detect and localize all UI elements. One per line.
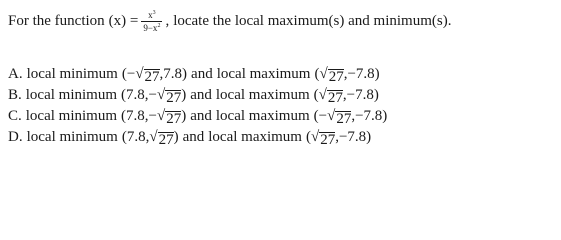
max-label: local maximum [215, 108, 310, 124]
option-letter: A. [8, 66, 23, 82]
sqrt-expression [157, 85, 181, 106]
option-letter: D. [8, 129, 23, 145]
min-label: local minimum [25, 87, 118, 103]
max-label: local maximum [208, 129, 302, 145]
numerator-base: x [148, 9, 153, 20]
sqrt-expression [311, 127, 335, 148]
option-c[interactable] [8, 106, 387, 127]
and-word: and [191, 66, 213, 82]
question-text [8, 6, 451, 36]
radicand: 27 [144, 69, 160, 85]
option-letter: C. [8, 108, 22, 124]
sqrt-icon: √ [327, 108, 336, 124]
max-open: ( [314, 66, 320, 82]
radicand: 27 [327, 90, 343, 106]
min-close: ,7.8) [159, 66, 188, 82]
min-open: (7.8,− [121, 87, 157, 103]
question-prefix: For the function [8, 13, 105, 29]
radicand: 27 [320, 132, 336, 148]
option-a[interactable] [8, 64, 387, 85]
sqrt-expression [319, 64, 343, 85]
sqrt-expression [149, 127, 173, 148]
max-close: ,−7.8) [343, 66, 380, 82]
function-fraction [141, 10, 162, 33]
option-d[interactable] [8, 127, 387, 148]
min-close: ) [173, 129, 179, 145]
radicand: 27 [336, 111, 352, 127]
min-close: ) [181, 108, 187, 124]
max-close: ,−7.8) [342, 87, 379, 103]
sqrt-icon: √ [318, 87, 327, 103]
option-letter: B. [8, 87, 22, 103]
min-open: (7.8, [121, 129, 150, 145]
sqrt-expression [157, 106, 181, 127]
max-open: (− [313, 108, 328, 124]
sqrt-icon: √ [156, 87, 166, 103]
and-word: and [182, 129, 205, 145]
radicand: 27 [158, 132, 174, 148]
sqrt-expression [135, 64, 159, 85]
max-open: ( [313, 87, 319, 103]
sqrt-expression [319, 85, 343, 106]
sqrt-icon: √ [156, 108, 166, 124]
option-b[interactable] [8, 85, 387, 106]
max-close: ,−7.8) [351, 108, 388, 124]
question-suffix: locate the local maximum(s) and minimum(s). [173, 13, 452, 29]
sqrt-icon: √ [310, 129, 320, 145]
min-open: (− [121, 66, 136, 82]
radicand: 27 [166, 90, 182, 106]
answer-options [8, 64, 387, 148]
min-label: local minimum [25, 108, 118, 124]
max-close: ,−7.8) [335, 129, 372, 145]
min-label: local minimum [26, 66, 118, 82]
fraction-numerator [146, 10, 158, 21]
denominator-exponent: 2 [157, 22, 161, 29]
max-open: ( [305, 129, 311, 145]
sqrt-icon: √ [135, 66, 144, 82]
and-word: and [190, 87, 212, 103]
fraction-denominator [141, 22, 162, 33]
sqrt-icon: √ [149, 129, 158, 145]
max-label: local maximum [216, 66, 311, 82]
function-lhs: (x) = [108, 13, 139, 29]
min-label: local minimum [26, 129, 118, 145]
radicand: 27 [328, 69, 344, 85]
numerator-exponent: 3 [152, 9, 156, 16]
question-comma: , [165, 13, 170, 29]
radicand: 27 [166, 111, 182, 127]
and-word: and [190, 108, 212, 124]
min-open: (7.8,− [121, 108, 157, 124]
sqrt-expression [327, 106, 351, 127]
max-label: local maximum [215, 87, 310, 103]
min-close: ) [181, 87, 187, 103]
denominator-base: 9−x [143, 22, 158, 33]
sqrt-icon: √ [319, 66, 328, 82]
